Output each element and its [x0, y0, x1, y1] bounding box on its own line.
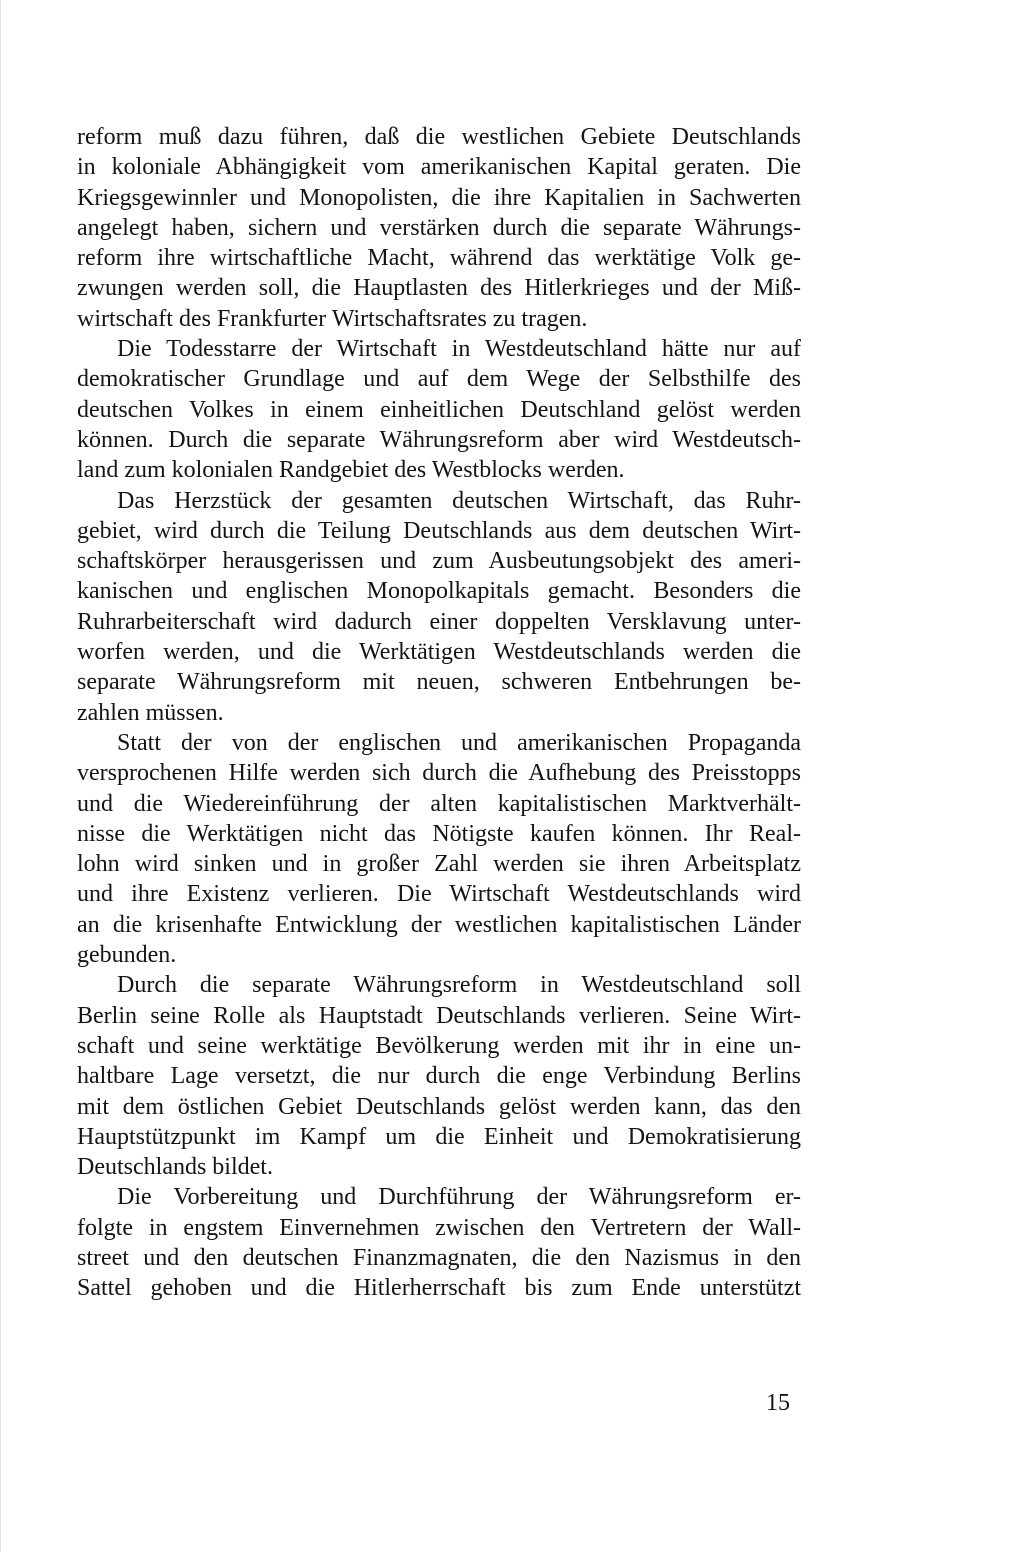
- text-line: worfen werden, und die Werktätigen Westdeutschlands werden die: [77, 639, 801, 666]
- text-line: schaftskörper herausgerissen und zum Ausbeutungsobjekt des ameri-: [77, 548, 801, 575]
- text-line: street und den deutschen Finanzmagnaten, die den Nazismus in den: [77, 1244, 801, 1271]
- text-line: versprochenen Hilfe werden sich durch die Aufhebung des Preisstopps: [77, 760, 801, 787]
- text-line: separate Währungsreform mit neuen, schweren Entbehrungen be-: [77, 669, 801, 696]
- text-line: Kriegsgewinnler und Monopolisten, die ihre Kapitalien in Sachwerten: [77, 184, 801, 211]
- text-line: gebiet, wird durch die Teilung Deutschlands aus dem deutschen Wirt-: [77, 517, 801, 544]
- text-line: schaft und seine werktätige Bevölkerung werden mit ihr in eine un-: [77, 1032, 801, 1059]
- paragraph-3: [77, 486, 801, 728]
- text-line: und ihre Existenz verlieren. Die Wirtschaft Westdeutschlands wird: [77, 881, 801, 908]
- text-line: Durch die separate Währungsreform in Westdeutschland soll: [117, 972, 801, 999]
- paragraph-6: [77, 1182, 801, 1303]
- text-line: mit dem östlichen Gebiet Deutschlands gelöst werden kann, das den: [77, 1093, 801, 1120]
- paragraph-1: [77, 122, 801, 334]
- body-text: [77, 122, 801, 1304]
- paragraph-5: [77, 970, 801, 1182]
- paragraph-4: [77, 728, 801, 970]
- text-line: Das Herzstück der gesamten deutschen Wirtschaft, das Ruhr-: [117, 487, 801, 514]
- text-line: angelegt haben, sichern und verstärken durch die separate Währungs-: [77, 214, 801, 241]
- page-number: 15: [766, 1390, 790, 1416]
- text-line: Ruhrarbeiterschaft wird dadurch einer doppelten Versklavung unter-: [77, 608, 801, 635]
- text-line: land zum kolonialen Randgebiet des Westblocks werden.: [77, 457, 625, 484]
- text-line: an die krisenhafte Entwicklung der westlichen kapitalistischen Länder: [77, 911, 801, 938]
- text-line: deutschen Volkes in einem einheitlichen Deutschland gelöst werden: [77, 396, 801, 423]
- text-line: Die Vorbereitung und Durchführung der Währungsreform er-: [117, 1184, 801, 1211]
- text-line: Sattel gehoben und die Hitlerherrschaft bis zum Ende unterstützt: [77, 1275, 801, 1302]
- text-line: Deutschlands bildet.: [77, 1154, 273, 1181]
- text-line: zahlen müssen.: [77, 699, 224, 726]
- paragraph-2: [77, 334, 801, 485]
- text-line: Berlin seine Rolle als Hauptstadt Deutschlands verlieren. Seine Wirt-: [77, 1002, 801, 1029]
- text-line: folgte in engstem Einvernehmen zwischen den Vertretern der Wall-: [77, 1214, 801, 1241]
- text-line: in koloniale Abhängigkeit vom amerikanischen Kapital geraten. Die: [77, 154, 801, 181]
- text-line: lohn wird sinken und in großer Zahl werden sie ihren Arbeitsplatz: [77, 851, 801, 878]
- text-line: haltbare Lage versetzt, die nur durch die enge Verbindung Berlins: [77, 1063, 801, 1090]
- text-line: können. Durch die separate Währungsreform aber wird Westdeutsch-: [77, 426, 801, 453]
- text-line: und die Wiedereinführung der alten kapitalistischen Marktverhält-: [77, 790, 801, 817]
- text-line: Die Todesstarre der Wirtschaft in Westdeutschland hätte nur auf: [117, 336, 801, 363]
- text-line: reform ihre wirtschaftliche Macht, während das werktätige Volk ge-: [77, 245, 801, 272]
- text-line: reform muß dazu führen, daß die westlichen Gebiete Deutschlands: [77, 124, 801, 150]
- text-line: Hauptstützpunkt im Kampf um die Einheit und Demokratisierung: [77, 1123, 801, 1150]
- text-line: demokratischer Grundlage und auf dem Wege der Selbsthilfe des: [77, 366, 801, 393]
- text-line: gebunden.: [77, 942, 177, 969]
- text-line: zwungen werden soll, die Hauptlasten des Hitlerkrieges und der Miß-: [77, 275, 801, 302]
- text-line: wirtschaft des Frankfurter Wirtschaftsrates zu tragen.: [77, 305, 588, 332]
- text-line: nisse die Werktätigen nicht das Nötigste kaufen können. Ihr Real-: [77, 820, 801, 847]
- text-line: kanischen und englischen Monopolkapitals gemacht. Besonders die: [77, 578, 801, 605]
- text-line: Statt der von der englischen und amerikanischen Propaganda: [117, 729, 801, 756]
